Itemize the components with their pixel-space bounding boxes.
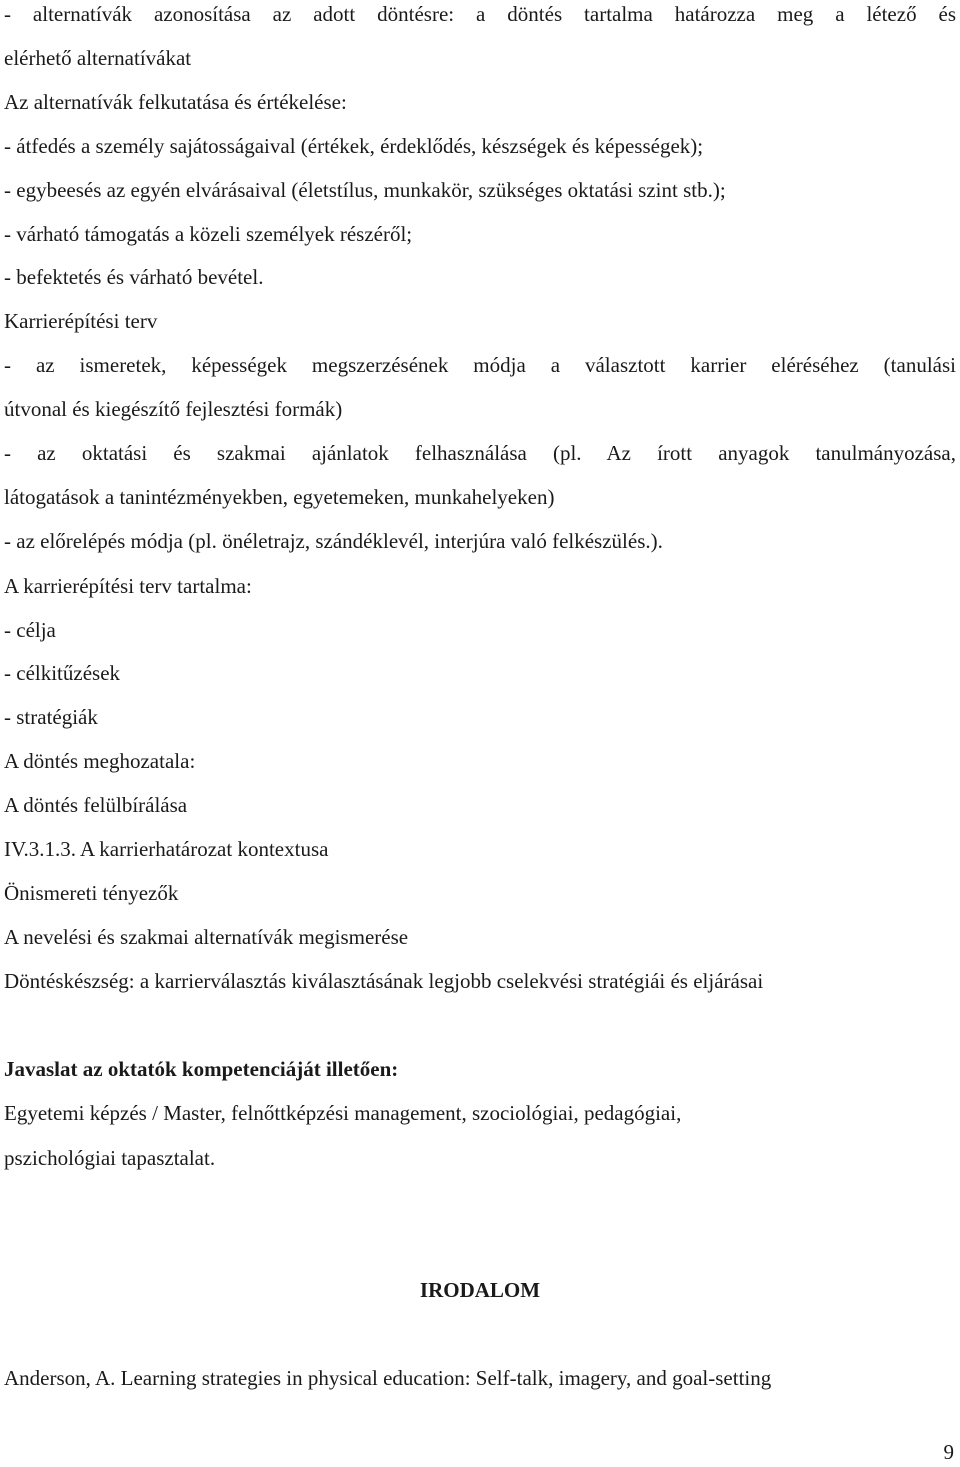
- body-text-line: elérhető alternatívákat: [4, 46, 192, 70]
- list-item: - az előrelépés módja (pl. önéletrajz, szándéklevél, interjúra való felkészülés.).: [4, 529, 663, 553]
- list-item: - egybeesés az egyén elvárásaival (életstílus, munkakör, szükséges oktatási szint stb.);: [4, 178, 726, 202]
- list-item: - stratégiák: [4, 705, 98, 729]
- section-heading: IV.3.1.3. A karrierhatározat kontextusa: [4, 837, 329, 861]
- document-page: [4, 0, 956, 1467]
- body-text-line: látogatások a tanintézményekben, egyetemeken, munkahelyeken): [4, 485, 555, 509]
- references-heading: IRODALOM: [419, 1278, 541, 1302]
- section-label: A karrierépítési terv tartalma:: [4, 574, 252, 598]
- list-item: - célja: [4, 618, 56, 642]
- section-label: Az alternatívák felkutatása és értékelése:: [4, 90, 347, 114]
- body-text-line: Döntéskészség: a karrierválasztás kiválasztásának legjobb cselekvési stratégiái és eljárásai: [4, 969, 764, 993]
- list-item: - célkitűzések: [4, 661, 121, 685]
- reference-entry: Anderson, A. Learning strategies in physical education: Self-talk, imagery, and goal-setting: [4, 1366, 772, 1390]
- proposal-heading: Javaslat az oktatók kompetenciáját illetően:: [4, 1057, 399, 1081]
- page-number: 9: [943, 1440, 954, 1464]
- list-item: - az oktatási és szakmai ajánlatok felhasználása (pl. Az írott anyagok tanulmányozása,: [4, 441, 956, 465]
- proposal-text-line: pszichológiai tapasztalat.: [4, 1146, 216, 1170]
- section-label: A döntés meghozatala:: [4, 749, 196, 773]
- body-text-line: útvonal és kiegészítő fejlesztési formák): [4, 397, 343, 421]
- list-item: - az ismeretek, képességek megszerzésének módja a választott karrier eléréséhez (tanulási: [4, 353, 956, 377]
- body-text-line: A nevelési és szakmai alternatívák megismerése: [4, 925, 409, 949]
- section-label: Karrierépítési terv: [4, 309, 158, 333]
- list-item: - befektetés és várható bevétel.: [4, 265, 264, 289]
- section-label: A döntés felülbírálása: [4, 793, 188, 817]
- proposal-text-line: Egyetemi képzés / Master, felnőttképzési management, szociológiai, pedagógiai,: [4, 1101, 682, 1125]
- body-text-line: - alternatívák azonosítása az adott döntésre: a döntés tartalma határozza meg a létező és: [4, 2, 956, 26]
- list-item: - átfedés a személy sajátosságaival (értékek, érdeklődés, készségek és képességek);: [4, 134, 704, 158]
- list-item: - várható támogatás a közeli személyek részéről;: [4, 222, 413, 246]
- body-text-line: Önismereti tényezők: [4, 881, 179, 905]
